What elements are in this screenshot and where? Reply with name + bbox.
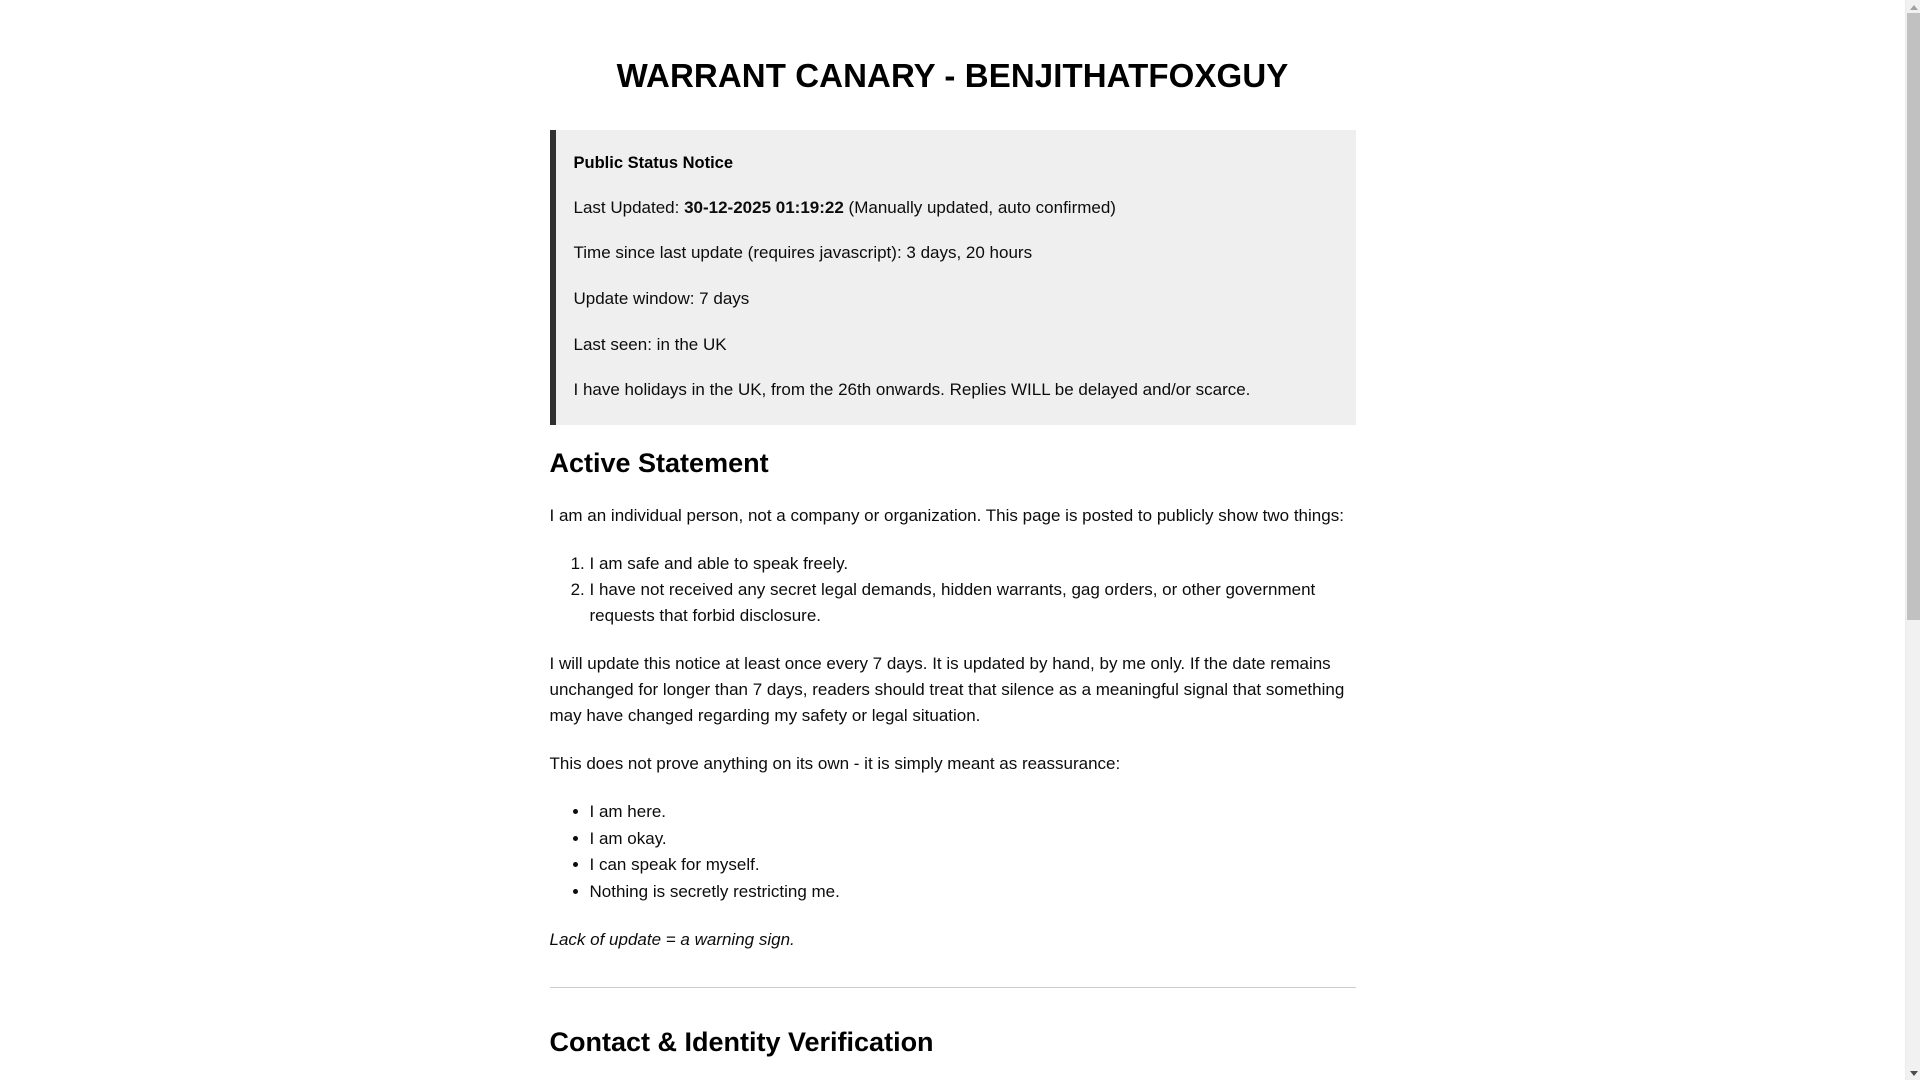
last-updated-line <box>574 196 1334 221</box>
list-item: 2. I have not received any secret legal demands, hidden warrants, gag orders, or other government requests that forbid disclosure. <box>590 577 1356 629</box>
update-window: Update window: 7 days <box>573 288 750 308</box>
reassurance-intro: This does not prove anything on its own - it is simply meant as reassurance: <box>549 754 1121 774</box>
last-updated-label: Last Updated: <box>573 197 685 217</box>
content-column <box>550 0 1356 1059</box>
vertical-scrollbar[interactable] <box>1905 0 1920 1080</box>
scrollbar-thumb[interactable] <box>1907 13 1920 620</box>
claims-list <box>550 551 1356 630</box>
update-policy-paragraph: I will update this notice at least once every 7 days. It is updated by hand, by me only. If the date remains unchanged for longer than 7 days, readers should treat that silence as a meaningful signal that something may have changed regarding my safety or legal situation. <box>549 654 1345 726</box>
page-title: WARRANT CANARY - BENJITHATFOXGUY <box>616 57 1289 94</box>
scroll-up-arrow-icon[interactable] <box>1906 0 1920 14</box>
last-updated-suffix: (Manually updated, auto confirmed) <box>843 197 1116 217</box>
list-item: • I can speak for myself. <box>590 852 1356 878</box>
contact-verification-heading: Contact & Identity Verification <box>549 1026 934 1057</box>
active-statement-heading: Active Statement <box>549 447 769 478</box>
list-item: • Nothing is secretly restricting me. <box>590 879 1356 905</box>
notice-heading: Public Status Notice <box>573 153 734 172</box>
list-item: • I am okay. <box>590 826 1356 852</box>
time-since-last-update: Time since last update (requires javascript): 3 days, 20 hours <box>573 243 1033 263</box>
last-updated-value: 30-12-2025 01:19:22 <box>684 197 844 217</box>
list-item: • I am here. <box>590 799 1356 825</box>
warning-note: Lack of update = a warning sign. <box>549 929 795 949</box>
list-item: 1. I am safe and able to speak freely. <box>590 551 1356 577</box>
reassurance-list <box>550 799 1356 905</box>
last-seen-location: Last seen: in the UK <box>573 334 727 354</box>
active-statement-intro: I am an individual person, not a company or organization. This page is posted to publicly show two things: <box>549 505 1344 525</box>
public-status-notice <box>550 130 1356 425</box>
section-divider <box>550 987 1356 988</box>
scroll-down-arrow-icon[interactable] <box>1906 1066 1920 1080</box>
holiday-note: I have holidays in the UK, from the 26th onwards. Replies WILL be delayed and/or scarce. <box>573 380 1251 400</box>
